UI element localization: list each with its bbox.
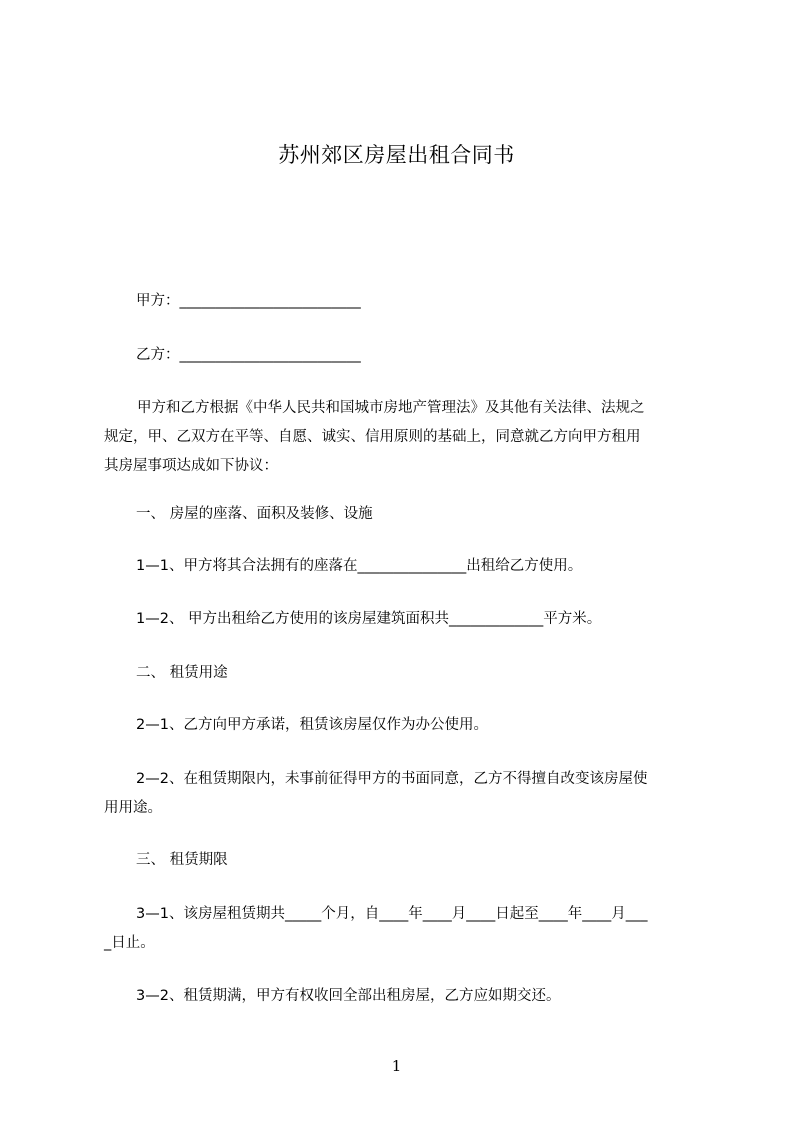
preamble-paragraph	[104, 394, 704, 481]
section-1-item-2: 1—2、 甲方出租给乙方使用的该房屋建筑面积共_____________平方米。	[136, 611, 602, 627]
preamble-line-1: 甲方和乙方根据《中华人民共和国城市房地产管理法》及其他有关法律、法规之	[137, 400, 645, 416]
section-3-item-1-line-1: 3—1、该房屋租赁期共_____个月，自____年____月____日起至____年____月___	[136, 906, 648, 922]
preamble-line-3: 其房屋事项达成如下协议：	[104, 458, 278, 474]
section-2-heading: 二、 租赁用途	[136, 665, 228, 681]
document-title: 苏州郊区房屋出租合同书	[278, 143, 515, 167]
section-3-item-1	[104, 900, 704, 958]
section-2-item-2-line-2: 用用途。	[104, 800, 162, 816]
page-number: 1	[391, 1057, 402, 1075]
section-1-item-1: 1—1、甲方将其合法拥有的座落在_______________出租给乙方使用。	[136, 558, 583, 574]
section-2-item-2	[104, 765, 704, 823]
section-3-heading: 三、 租赁期限	[136, 852, 228, 868]
preamble-line-2: 规定，甲、乙双方在平等、自愿、诚实、信用原则的基础上，同意就乙方向甲方租用	[104, 429, 641, 445]
section-1-heading: 一、 房屋的座落、面积及装修、设施	[136, 506, 373, 522]
section-3-item-2: 3—2、租赁期满，甲方有权收回全部出租房屋，乙方应如期交还。	[136, 988, 561, 1004]
section-3-item-1-line-2: _日止。	[104, 935, 155, 951]
section-2-item-2-line-1: 2—2、在租赁期限内，未事前征得甲方的书面同意，乙方不得擅自改变该房屋使	[136, 771, 648, 787]
section-2-item-1: 2—1、乙方向甲方承诺，租赁该房屋仅作为办公使用。	[136, 717, 488, 733]
party-a-line: 甲方：_________________________	[136, 293, 361, 309]
party-b-line: 乙方：_________________________	[136, 347, 361, 363]
